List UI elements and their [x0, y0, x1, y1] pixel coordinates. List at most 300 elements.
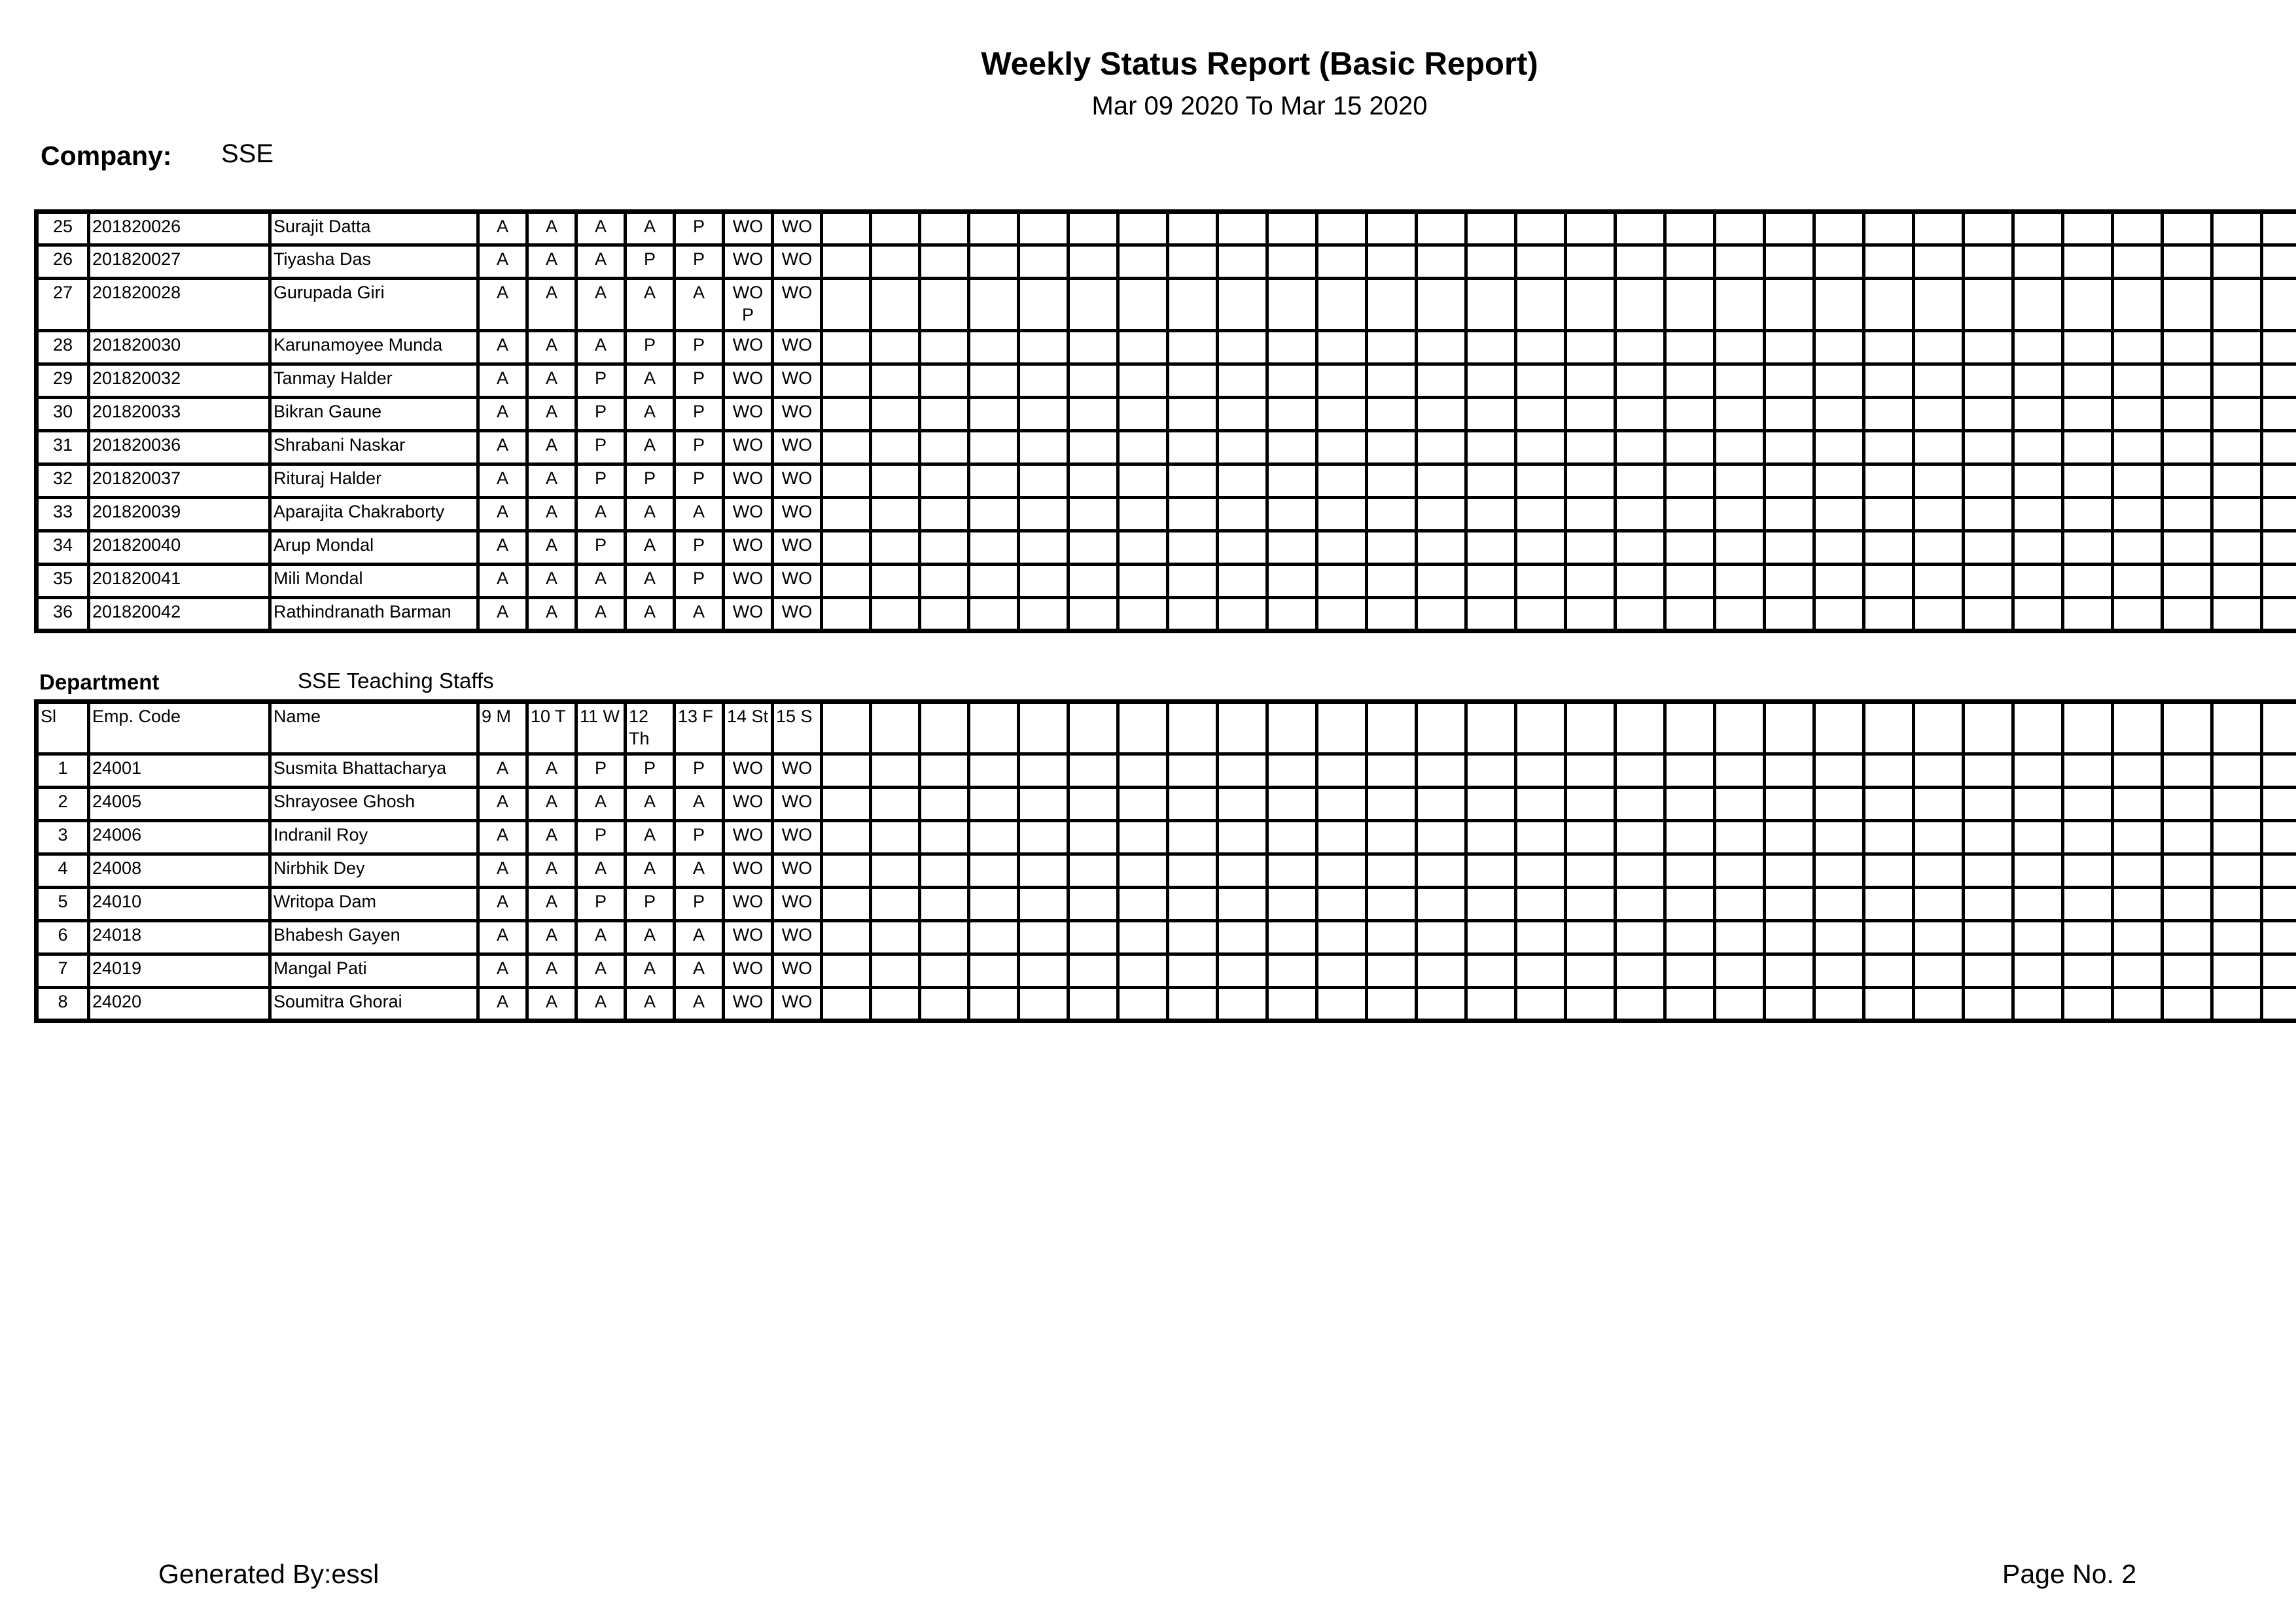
- empty-cell: [871, 531, 920, 565]
- name-cell: Rituraj Halder: [270, 464, 478, 498]
- empty-cell: [2163, 821, 2212, 854]
- status-cell: WO: [773, 212, 822, 245]
- status-cell: A: [626, 921, 675, 954]
- empty-cell: [1566, 788, 1616, 821]
- empty-cell: [1317, 821, 1367, 854]
- empty-cell: [1367, 988, 1417, 1021]
- empty-cell: [2163, 598, 2212, 631]
- sl-cell: 30: [37, 398, 89, 431]
- empty-cell: [1715, 331, 1765, 364]
- empty-cell: [1814, 245, 1864, 279]
- empty-cell: [1765, 364, 1814, 398]
- empty-cell: [1417, 398, 1466, 431]
- empty-cell: [1417, 431, 1466, 464]
- status-cell: WO: [724, 331, 773, 364]
- empty-cell: [822, 921, 871, 954]
- empty-cell: [920, 788, 969, 821]
- status-cell: A: [527, 431, 576, 464]
- empty-cell: [1715, 954, 1765, 988]
- empty-cell: [1715, 988, 1765, 1021]
- emp-code-cell: 201820041: [89, 565, 270, 598]
- status-cell: WO: [724, 754, 773, 788]
- empty-cell: [1317, 431, 1367, 464]
- empty-cell: [1864, 498, 1914, 531]
- empty-cell: [1964, 245, 2013, 279]
- status-cell: A: [478, 888, 527, 921]
- sl-cell: 27: [37, 279, 89, 331]
- empty-cell: [1019, 279, 1069, 331]
- empty-cell: [1964, 921, 2013, 954]
- empty-cell: [1069, 821, 1118, 854]
- empty-cell: [2113, 988, 2163, 1021]
- empty-cell: [2212, 464, 2262, 498]
- empty-cell: [822, 854, 871, 888]
- empty-cell: [1715, 788, 1765, 821]
- empty-cell: [1317, 921, 1367, 954]
- empty-cell: [2063, 854, 2113, 888]
- empty-cell: [2013, 279, 2063, 331]
- empty-cell: [969, 531, 1019, 565]
- empty-cell: [1267, 464, 1317, 498]
- empty-cell: [2113, 464, 2163, 498]
- table-row: [37, 364, 2296, 398]
- empty-cell: [2013, 854, 2063, 888]
- empty-cell: [1168, 754, 1218, 788]
- empty-cell: [1814, 212, 1864, 245]
- empty-cell: [2063, 212, 2113, 245]
- status-cell: A: [478, 754, 527, 788]
- status-cell: P: [675, 431, 724, 464]
- empty-cell: [1864, 212, 1914, 245]
- page-number: Page No. 2: [2002, 1559, 2137, 1589]
- sl-cell: 26: [37, 245, 89, 279]
- empty-cell: [2212, 565, 2262, 598]
- empty-cell: [1616, 212, 1665, 245]
- sl-cell: 3: [37, 821, 89, 854]
- department-value: SSE Teaching Staffs: [298, 669, 494, 693]
- emp-code-cell: 201820040: [89, 531, 270, 565]
- empty-cell: [822, 364, 871, 398]
- empty-cell: [1019, 954, 1069, 988]
- empty-cell: [1665, 988, 1715, 1021]
- empty-cell: [1118, 988, 1168, 1021]
- name-cell: Tiyasha Das: [270, 245, 478, 279]
- empty-cell: [2163, 921, 2212, 954]
- empty-cell: [1814, 821, 1864, 854]
- status-cell: WO: [724, 988, 773, 1021]
- empty-cell: [1019, 921, 1069, 954]
- status-cell: A: [626, 364, 675, 398]
- status-cell: A: [527, 821, 576, 854]
- empty-cell: [1019, 854, 1069, 888]
- empty-cell: [1317, 954, 1367, 988]
- status-cell: WO: [773, 754, 822, 788]
- table-row: [37, 279, 2296, 331]
- status-cell: WO: [724, 821, 773, 854]
- empty-cell: [871, 954, 920, 988]
- empty-cell: [1516, 464, 1566, 498]
- column-header: 9 M: [478, 702, 527, 754]
- empty-cell: [2063, 331, 2113, 364]
- empty-cell: [920, 364, 969, 398]
- status-cell: A: [576, 331, 626, 364]
- status-cell: WO: [773, 531, 822, 565]
- empty-cell: [920, 398, 969, 431]
- empty-cell: [1118, 531, 1168, 565]
- empty-cell: [1019, 331, 1069, 364]
- empty-cell: [1168, 888, 1218, 921]
- status-cell: A: [626, 854, 675, 888]
- empty-cell: [2013, 565, 2063, 598]
- empty-cell: [1665, 888, 1715, 921]
- empty-cell: [1665, 921, 1715, 954]
- status-cell: A: [675, 854, 724, 888]
- empty-cell: [2212, 279, 2262, 331]
- empty-cell: [1218, 364, 1267, 398]
- empty-cell: [1069, 854, 1118, 888]
- emp-code-cell: 201820030: [89, 331, 270, 364]
- empty-cell: [1964, 854, 2013, 888]
- emp-code-cell: 201820028: [89, 279, 270, 331]
- empty-cell: [1566, 702, 1616, 754]
- empty-cell: [1914, 754, 1964, 788]
- empty-cell: [1168, 788, 1218, 821]
- status-cell: A: [675, 988, 724, 1021]
- empty-cell: [1964, 954, 2013, 988]
- table-row: [37, 431, 2296, 464]
- empty-cell: [920, 498, 969, 531]
- empty-cell: [1367, 854, 1417, 888]
- empty-cell: [969, 888, 1019, 921]
- empty-cell: [822, 431, 871, 464]
- empty-cell: [1367, 212, 1417, 245]
- empty-cell: [1466, 398, 1516, 431]
- empty-cell: [1814, 702, 1864, 754]
- empty-cell: [871, 498, 920, 531]
- empty-cell: [1367, 531, 1417, 565]
- empty-cell: [2113, 921, 2163, 954]
- status-cell: P: [675, 464, 724, 498]
- empty-cell: [1616, 921, 1665, 954]
- empty-cell: [2013, 464, 2063, 498]
- sl-cell: 1: [37, 754, 89, 788]
- empty-cell: [1168, 821, 1218, 854]
- empty-cell: [1765, 498, 1814, 531]
- empty-cell: [1367, 788, 1417, 821]
- status-cell: A: [576, 854, 626, 888]
- empty-cell: [1665, 331, 1715, 364]
- empty-cell: [1218, 598, 1267, 631]
- empty-cell: [871, 364, 920, 398]
- empty-cell: [920, 854, 969, 888]
- empty-cell: [1715, 598, 1765, 631]
- status-cell: A: [527, 854, 576, 888]
- empty-cell: [1765, 598, 1814, 631]
- empty-cell: [1914, 398, 1964, 431]
- empty-cell: [2163, 498, 2212, 531]
- empty-cell: [1218, 988, 1267, 1021]
- name-cell: Gurupada Giri: [270, 279, 478, 331]
- empty-cell: [2212, 754, 2262, 788]
- empty-cell: [1466, 788, 1516, 821]
- empty-cell: [2063, 565, 2113, 598]
- empty-cell: [2163, 212, 2212, 245]
- empty-cell: [1814, 531, 1864, 565]
- empty-cell: [1466, 212, 1516, 245]
- status-cell: A: [527, 888, 576, 921]
- emp-code-cell: 24019: [89, 954, 270, 988]
- empty-cell: [2262, 702, 2296, 754]
- column-header: 10 T: [527, 702, 576, 754]
- empty-cell: [2013, 498, 2063, 531]
- empty-cell: [1118, 398, 1168, 431]
- status-cell: A: [478, 565, 527, 598]
- empty-cell: [2163, 702, 2212, 754]
- empty-cell: [1516, 398, 1566, 431]
- status-cell: A: [675, 954, 724, 988]
- empty-cell: [1864, 788, 1914, 821]
- empty-cell: [2212, 888, 2262, 921]
- status-cell: WO: [773, 565, 822, 598]
- empty-cell: [871, 245, 920, 279]
- empty-cell: [2212, 821, 2262, 854]
- empty-cell: [920, 988, 969, 1021]
- column-header: Emp. Code: [89, 702, 270, 754]
- empty-cell: [1665, 788, 1715, 821]
- empty-cell: [1168, 702, 1218, 754]
- empty-cell: [1715, 821, 1765, 854]
- empty-cell: [1765, 398, 1814, 431]
- empty-cell: [1765, 988, 1814, 1021]
- empty-cell: [1516, 888, 1566, 921]
- empty-cell: [1616, 398, 1665, 431]
- empty-cell: [1964, 431, 2013, 464]
- empty-cell: [871, 988, 920, 1021]
- status-cell: P: [675, 531, 724, 565]
- empty-cell: [822, 788, 871, 821]
- empty-cell: [1466, 988, 1516, 1021]
- status-cell: WO: [773, 245, 822, 279]
- empty-cell: [1267, 212, 1317, 245]
- empty-cell: [1566, 821, 1616, 854]
- empty-cell: [1267, 854, 1317, 888]
- empty-cell: [2113, 498, 2163, 531]
- empty-cell: [1964, 498, 2013, 531]
- emp-code-cell: 201820042: [89, 598, 270, 631]
- status-cell: A: [478, 954, 527, 988]
- empty-cell: [1317, 398, 1367, 431]
- empty-cell: [871, 565, 920, 598]
- name-cell: Aparajita Chakraborty: [270, 498, 478, 531]
- empty-cell: [1019, 788, 1069, 821]
- empty-cell: [1069, 464, 1118, 498]
- empty-cell: [2063, 888, 2113, 921]
- status-cell: P: [675, 565, 724, 598]
- status-cell: WO: [724, 854, 773, 888]
- empty-cell: [1715, 498, 1765, 531]
- status-cell: WO: [724, 531, 773, 565]
- empty-cell: [1069, 212, 1118, 245]
- empty-cell: [2113, 888, 2163, 921]
- empty-cell: [920, 279, 969, 331]
- empty-cell: [1566, 854, 1616, 888]
- empty-cell: [1814, 888, 1864, 921]
- empty-cell: [1964, 988, 2013, 1021]
- status-cell: A: [478, 431, 527, 464]
- empty-cell: [1069, 565, 1118, 598]
- empty-cell: [1118, 565, 1168, 598]
- sl-cell: 4: [37, 854, 89, 888]
- company-label: Company:: [41, 141, 172, 171]
- empty-cell: [1168, 398, 1218, 431]
- empty-cell: [1665, 245, 1715, 279]
- empty-cell: [1814, 921, 1864, 954]
- empty-cell: [1267, 598, 1317, 631]
- empty-cell: [2262, 565, 2296, 598]
- empty-cell: [2212, 431, 2262, 464]
- empty-cell: [1864, 531, 1914, 565]
- emp-code-cell: 24018: [89, 921, 270, 954]
- status-cell: P: [675, 398, 724, 431]
- empty-cell: [822, 702, 871, 754]
- empty-cell: [1665, 364, 1715, 398]
- empty-cell: [2013, 702, 2063, 754]
- empty-cell: [1118, 331, 1168, 364]
- name-cell: Karunamoyee Munda: [270, 331, 478, 364]
- empty-cell: [2063, 788, 2113, 821]
- empty-cell: [969, 598, 1019, 631]
- empty-cell: [1964, 331, 2013, 364]
- name-cell: Shrabani Naskar: [270, 431, 478, 464]
- empty-cell: [1516, 565, 1566, 598]
- empty-cell: [871, 331, 920, 364]
- empty-cell: [1964, 212, 2013, 245]
- empty-cell: [1665, 464, 1715, 498]
- empty-cell: [2262, 888, 2296, 921]
- status-cell: P: [576, 821, 626, 854]
- emp-code-cell: 24001: [89, 754, 270, 788]
- empty-cell: [1914, 565, 1964, 598]
- empty-cell: [1715, 921, 1765, 954]
- empty-cell: [2013, 431, 2063, 464]
- empty-cell: [871, 888, 920, 921]
- empty-cell: [1864, 888, 1914, 921]
- status-cell: A: [576, 954, 626, 988]
- empty-cell: [1616, 821, 1665, 854]
- empty-cell: [1317, 788, 1367, 821]
- empty-cell: [1317, 988, 1367, 1021]
- empty-cell: [1069, 988, 1118, 1021]
- empty-cell: [1516, 431, 1566, 464]
- status-cell: P: [675, 364, 724, 398]
- status-cell: P: [576, 531, 626, 565]
- emp-code-cell: 24006: [89, 821, 270, 854]
- generated-by: Generated By:essl: [158, 1559, 380, 1589]
- empty-cell: [920, 431, 969, 464]
- empty-cell: [871, 821, 920, 854]
- report-date-range: Mar 09 2020 To Mar 15 2020: [1091, 92, 1428, 120]
- empty-cell: [1516, 245, 1566, 279]
- empty-cell: [1466, 279, 1516, 331]
- empty-cell: [1914, 212, 1964, 245]
- empty-cell: [969, 988, 1019, 1021]
- empty-cell: [969, 279, 1019, 331]
- name-cell: Mili Mondal: [270, 565, 478, 598]
- empty-cell: [2262, 245, 2296, 279]
- empty-cell: [1417, 498, 1466, 531]
- status-cell: WO P: [724, 279, 773, 331]
- empty-cell: [2113, 245, 2163, 279]
- empty-cell: [2013, 788, 2063, 821]
- status-cell: A: [527, 331, 576, 364]
- status-cell: A: [527, 364, 576, 398]
- empty-cell: [1118, 498, 1168, 531]
- report-title: Weekly Status Report (Basic Report): [981, 46, 1538, 82]
- empty-cell: [2212, 788, 2262, 821]
- empty-cell: [1317, 888, 1367, 921]
- status-cell: WO: [773, 988, 822, 1021]
- empty-cell: [2113, 565, 2163, 598]
- empty-cell: [920, 821, 969, 854]
- empty-cell: [1069, 398, 1118, 431]
- empty-cell: [2262, 788, 2296, 821]
- empty-cell: [1864, 464, 1914, 498]
- sl-cell: 33: [37, 498, 89, 531]
- empty-cell: [969, 702, 1019, 754]
- empty-cell: [2212, 364, 2262, 398]
- empty-cell: [1367, 888, 1417, 921]
- status-cell: WO: [724, 398, 773, 431]
- empty-cell: [871, 431, 920, 464]
- empty-cell: [1367, 821, 1417, 854]
- status-cell: WO: [773, 279, 822, 331]
- empty-cell: [1168, 854, 1218, 888]
- empty-cell: [2113, 854, 2163, 888]
- empty-cell: [920, 531, 969, 565]
- status-cell: WO: [724, 245, 773, 279]
- status-cell: A: [675, 498, 724, 531]
- empty-cell: [1814, 988, 1864, 1021]
- empty-cell: [920, 565, 969, 598]
- status-cell: P: [576, 754, 626, 788]
- empty-cell: [1168, 921, 1218, 954]
- status-cell: A: [478, 398, 527, 431]
- table-row: [37, 821, 2296, 854]
- empty-cell: [1914, 464, 1964, 498]
- empty-cell: [1914, 498, 1964, 531]
- empty-cell: [1317, 212, 1367, 245]
- sl-cell: 2: [37, 788, 89, 821]
- empty-cell: [1864, 854, 1914, 888]
- status-cell: A: [478, 464, 527, 498]
- table-row: [37, 245, 2296, 279]
- empty-cell: [1168, 565, 1218, 598]
- empty-cell: [1466, 331, 1516, 364]
- empty-cell: [1118, 854, 1168, 888]
- table-row: [37, 954, 2296, 988]
- empty-cell: [1218, 498, 1267, 531]
- empty-cell: [1267, 331, 1317, 364]
- sl-cell: 31: [37, 431, 89, 464]
- table-row: [37, 988, 2296, 1021]
- empty-cell: [1267, 279, 1317, 331]
- empty-cell: [1616, 888, 1665, 921]
- status-cell: A: [527, 788, 576, 821]
- empty-cell: [2212, 331, 2262, 364]
- empty-cell: [1715, 565, 1765, 598]
- empty-cell: [1814, 364, 1864, 398]
- status-cell: A: [527, 921, 576, 954]
